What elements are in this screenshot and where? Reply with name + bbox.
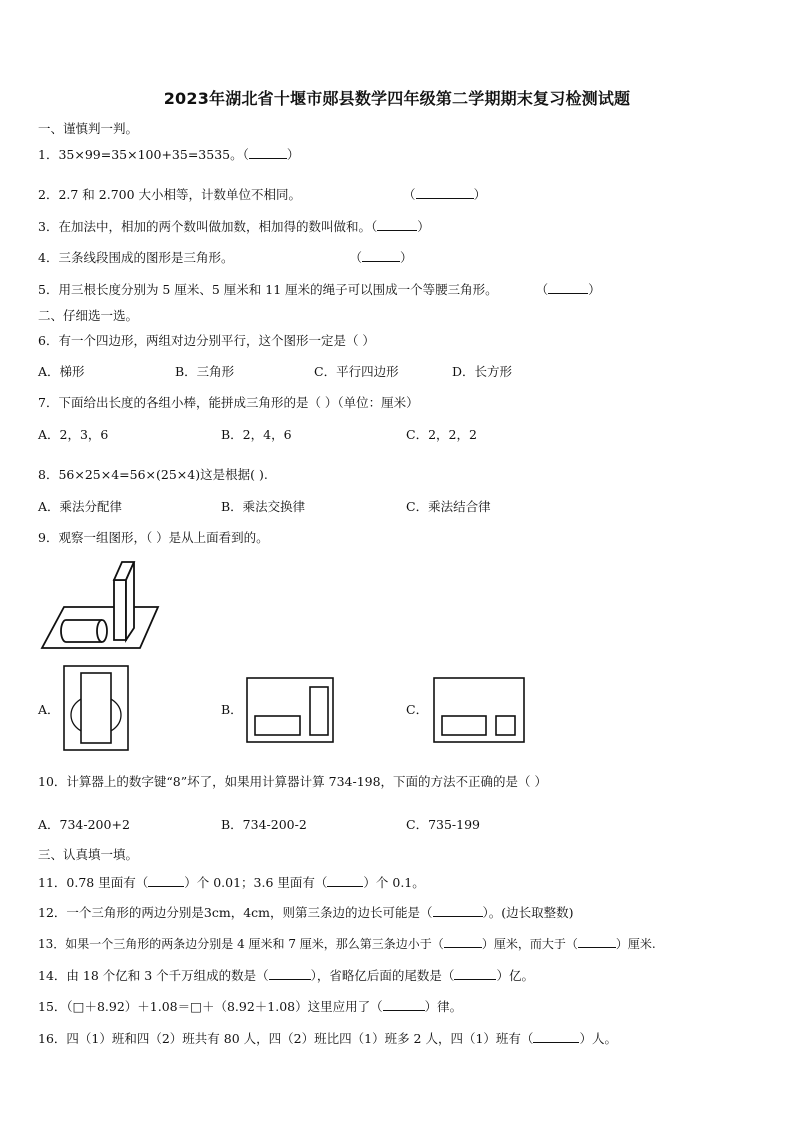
answer-blank-11a[interactable] — [148, 874, 184, 887]
question-16 — [38, 1030, 617, 1047]
answer-blank-16[interactable] — [533, 1030, 579, 1043]
answer-blank-15[interactable] — [383, 998, 425, 1011]
question-9: 9．观察一组图形，（ ）是从上面看到的。 — [38, 530, 269, 545]
question-4-open: （ — [349, 250, 362, 265]
question-14 — [38, 967, 534, 984]
question-13-part-3: ）厘米. — [615, 937, 656, 951]
section-heading-choose: 二、仔细选一选。 — [38, 308, 139, 323]
answer-blank-4[interactable] — [362, 249, 400, 262]
answer-blank-13b[interactable] — [578, 935, 616, 948]
question-13 — [38, 935, 656, 952]
q8-option-c[interactable]: C．乘法结合律 — [406, 499, 491, 514]
question-5-text: 5．用三根长度分别为 5 厘米、5 厘米和 11 厘米的绳子可以围成一个等腰三角形。 — [38, 282, 498, 297]
answer-blank-1[interactable] — [249, 146, 287, 159]
question-14-part-2: ），省略亿后面的尾数是（ — [310, 968, 455, 983]
question-15 — [38, 998, 462, 1015]
q9-option-b-figure — [246, 677, 334, 743]
question-3-text: 3．在加法中，相加的两个数叫做加数，相加得的数叫做和。（ — [38, 219, 378, 234]
question-15-part-2: ）律。 — [424, 999, 463, 1014]
answer-blank-2[interactable] — [416, 186, 474, 199]
q7-option-a[interactable]: A．2，3，6 — [38, 427, 109, 442]
section-heading-judge: 一、谨慎判一判。 — [38, 121, 139, 136]
q7-option-c[interactable]: C．2，2，2 — [406, 427, 477, 442]
question-1-close: ） — [286, 147, 300, 162]
question-5-close: ） — [588, 282, 601, 297]
answer-blank-13a[interactable] — [444, 935, 482, 948]
question-16-part-2: ）人。 — [579, 1031, 617, 1046]
q9-option-c[interactable]: C． — [406, 702, 429, 717]
q9-option-b[interactable]: B． — [221, 702, 243, 717]
question-4-close: ） — [399, 250, 413, 265]
question-12-part-1: 12．一个三角形的两边分别是3cm，4cm，则第三条边的边长可能是（ — [38, 905, 433, 920]
q8-option-b[interactable]: B．乘法交换律 — [221, 499, 306, 514]
question-16-part-1: 16．四（1）班和四（2）班共有 80 人，四（2）班比四（1）班多 2 人，四（1）班有（ — [38, 1031, 534, 1046]
question-3-close: ） — [417, 219, 430, 234]
q9-option-a[interactable]: A． — [38, 702, 60, 717]
question-11 — [38, 874, 425, 891]
answer-blank-5[interactable] — [548, 281, 588, 294]
q10-option-c[interactable]: C．735-199 — [406, 817, 481, 832]
q6-option-a[interactable]: A．梯形 — [38, 364, 85, 379]
q8-option-a[interactable]: A．乘法分配律 — [38, 499, 123, 514]
q6-option-d[interactable]: D．长方形 — [452, 364, 513, 379]
q6-option-b[interactable]: B．三角形 — [175, 364, 235, 379]
question-5 — [38, 281, 601, 298]
answer-blank-14a[interactable] — [269, 967, 311, 980]
question-8: 8．56×25×4=56×(25×4)这是根据( ). — [38, 467, 268, 482]
question-11-part-1: 11．0.78 里面有（ — [38, 875, 149, 890]
question-14-part-1: 14．由 18 个亿和 3 个千万组成的数是（ — [38, 968, 269, 983]
question-1-text: 1．35×99=35×100+35=3535。（ — [38, 147, 249, 162]
question-2-close: ） — [473, 187, 487, 202]
question-11-part-2: ）个 0.01；3.6 里面有（ — [184, 875, 328, 890]
answer-blank-14b[interactable] — [454, 967, 496, 980]
q9-option-c-figure — [433, 677, 525, 743]
q10-option-b[interactable]: B．734-200-2 — [221, 817, 307, 832]
question-6: 6．有一个四边形，两组对边分别平行，这个图形一定是（ ） — [38, 333, 375, 348]
question-11-part-3: ）个 0.1。 — [363, 875, 425, 890]
question-7: 7．下面给出长度的各组小棒，能拼成三角形的是（ ）（单位：厘米） — [38, 395, 419, 410]
answer-blank-3[interactable] — [377, 218, 417, 231]
cylinder — [61, 620, 107, 642]
question-1 — [38, 146, 299, 163]
question-13-part-2: ）厘米，而大于（ — [481, 937, 578, 951]
question-5-open: （ — [535, 282, 549, 297]
question-4 — [38, 249, 413, 266]
q9-option-a-figure — [63, 665, 129, 751]
q10-option-a[interactable]: A．734-200+2 — [38, 817, 130, 832]
cuboid — [114, 562, 134, 640]
question-2 — [38, 186, 486, 203]
q6-option-c[interactable]: C．平行四边形 — [314, 364, 399, 379]
answer-blank-12[interactable] — [433, 904, 483, 917]
question-2-text: 2．2.7 和 2.700 大小相等，计数单位不相同。 — [38, 187, 302, 202]
question-13-part-1: 13．如果一个三角形的两条边分别是 4 厘米和 7 厘米，那么第三条边小于（ — [38, 937, 444, 951]
q7-option-b[interactable]: B．2，4，6 — [221, 427, 292, 442]
section-heading-fill: 三、认真填一填。 — [38, 847, 139, 862]
question-12 — [38, 904, 574, 921]
q9-3d-figure — [40, 558, 162, 652]
answer-blank-11b[interactable] — [327, 874, 363, 887]
question-14-part-3: ）亿。 — [496, 968, 534, 983]
question-15-part-1: 15．（□＋8.92）＋1.08＝□＋（8.92＋1.08）这里应用了（ — [38, 999, 383, 1014]
question-10: 10．计算器上的数字键“8”坏了，如果用计算器计算 734-198，下面的方法不正确的是（ ） — [38, 774, 548, 789]
question-3 — [38, 218, 430, 235]
page-title: 2023年湖北省十堰市郧县数学四年级第二学期期末复习检测试题 — [163, 89, 631, 108]
question-12-part-2: ）。(边长取整数) — [482, 905, 574, 920]
question-4-text: 4．三条线段围成的图形是三角形。 — [38, 250, 234, 265]
question-2-open: （ — [403, 187, 416, 202]
